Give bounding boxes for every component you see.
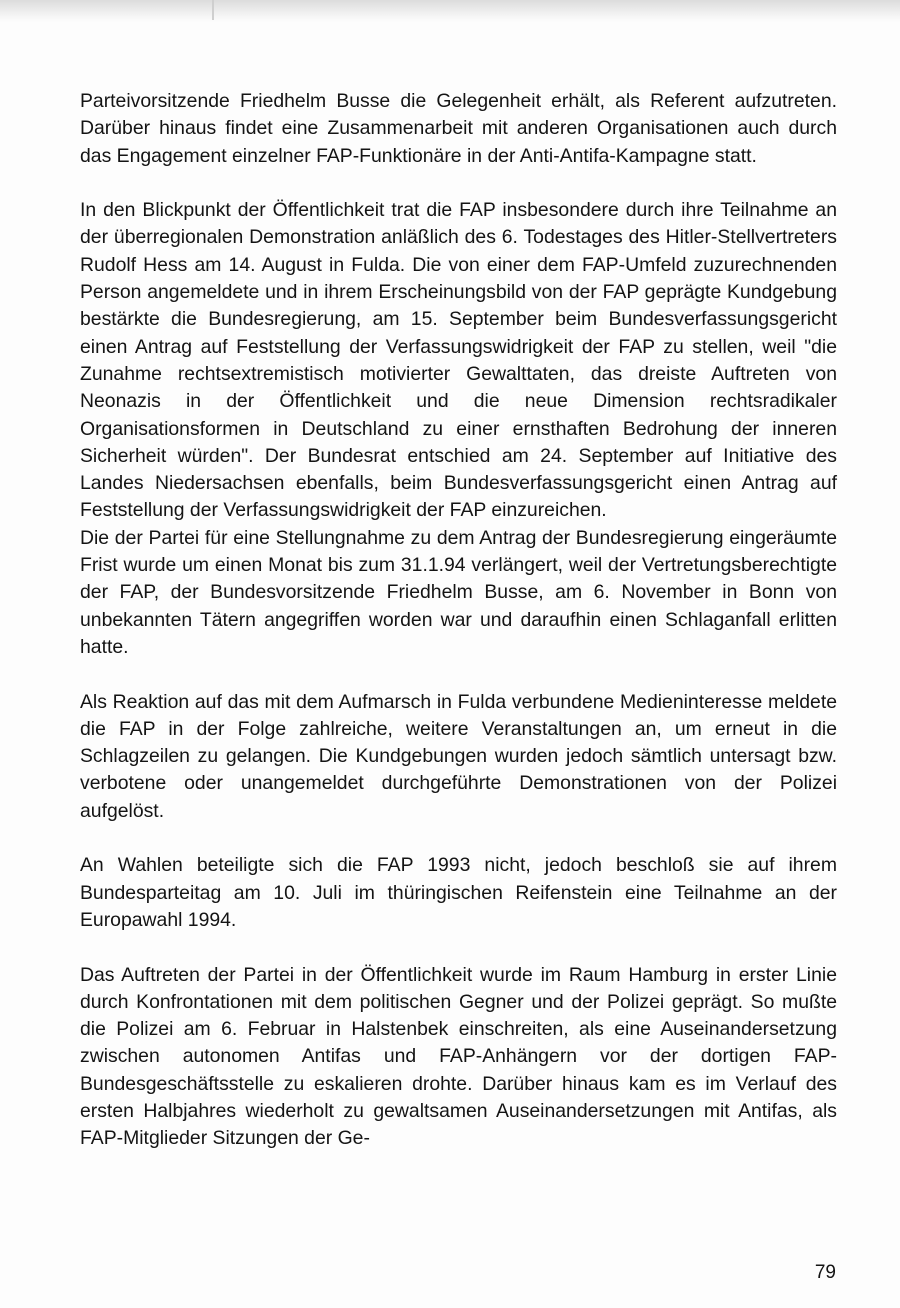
page-number: 79 bbox=[814, 1262, 836, 1283]
paragraph-5: An Wahlen beteiligte sich die FAP 1993 nicht, jedoch beschloß sie auf ihrem Bundesparteitag am 10. Juli im thüringischen Reifenstein eine Teilnahme an der Europawahl 1994. bbox=[80, 854, 837, 931]
scan-top-edge bbox=[0, 0, 900, 22]
paragraph-1: Parteivorsitzende Friedhelm Busse die Gelegenheit erhält, als Referent aufzutreten. Darüber hinaus findet eine Zusammenarbeit mit anderen Organisationen auch durch das Engagement einzelner FAP-Funktionäre in der Anti-Antifa-Kampagne statt. bbox=[80, 90, 837, 167]
paragraph-3: Die der Partei für eine Stellungnahme zu dem Antrag der Bundesregierung eingeräumte Frist wurde um einen Monat bis zum 31.1.94 verlängert, weil der Vertretungsberechtigte der FAP, der Bundesvorsitzende Friedhelm Busse, am 6. November in Bonn von unbekannten Tätern angegriffen worden war und daraufhin einen Schlaganfall erlitten hatte. bbox=[80, 526, 837, 658]
paragraph-6: Das Auftreten der Partei in der Öffentlichkeit wurde im Raum Hamburg in erster Linie durch Konfrontationen mit dem politischen Gegner und der Polizei geprägt. So mußte die Polizei am 6. Februar in Halstenbek einschreiten, als eine Auseinandersetzung zwischen autonomen Antifas und FAP-Anhängern vor der dortigen FAP-Bundesgeschäftsstelle zu eskalieren drohte. Darüber hinaus kam es im Verlauf des ersten Halbjahres wiederholt zu gewaltsamen Auseinandersetzungen mit Antifas, als FAP-Mitglieder Sitzungen der Ge- bbox=[80, 963, 837, 1150]
scan-artifact bbox=[212, 0, 214, 20]
body-text bbox=[80, 88, 837, 1180]
paragraph-2: In den Blickpunkt der Öffentlichkeit trat die FAP insbesondere durch ihre Teilnahme an der überregionalen Demonstration anläßlich des 6. Todestages des Hitler-Stellvertreters Rudolf Hess am 14. August in Fulda. Die von einer dem FAP-Umfeld zuzurechnenden Person angemeldete und in ihrem Erscheinungsbild von der FAP geprägte Kundgebung bestärkte die Bundesregierung, am 15. September beim Bundesverfassungsgericht einen Antrag auf Feststellung der Verfassungswidrigkeit der FAP zu stellen, weil "die Zunahme rechtsextremistisch motivierter Gewalttaten, das dreiste Auftreten von Neonazis in der Öffentlichkeit und die neue Dimension rechtsradikaler Organisationsformen in Deutschland zu einer ernsthaften Bedrohung der inneren Sicherheit würden". Der Bundesrat entschied am 24. September auf Initiative des Landes Niedersachsen ebenfalls, beim Bundesverfassungsgericht einen Antrag auf Feststellung der Verfassungswidrigkeit der FAP einzureichen. bbox=[80, 199, 837, 522]
paragraph-4: Als Reaktion auf das mit dem Aufmarsch in Fulda verbundene Medieninteresse meldete die FAP in der Folge zahlreiche, weitere Veranstaltungen an, um erneut in die Schlagzeilen zu gelangen. Die Kundgebungen wurden jedoch sämtlich untersagt bzw. verbotene oder unangemeldet durchgeführte Demonstrationen von der Polizei aufgelöst. bbox=[80, 690, 837, 822]
